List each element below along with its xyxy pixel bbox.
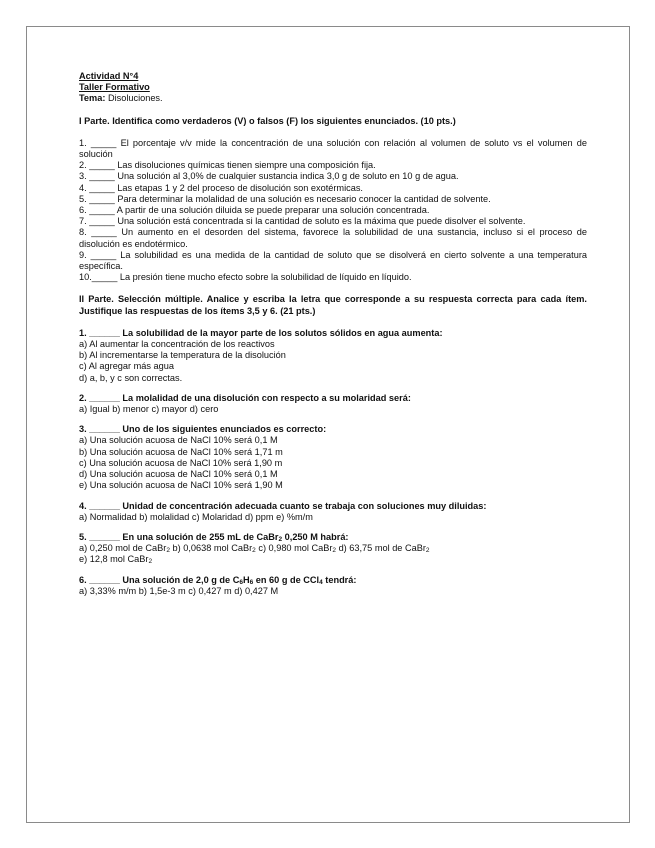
- part1-item-5: 5. _____ Para determinar la molalidad de una solución es necesario conocer la cantidad de solvente.: [79, 193, 491, 204]
- subscript: 2: [252, 547, 256, 555]
- question-1-option-a: a) Al aumentar la concentración de los reactivos: [79, 339, 275, 350]
- activity-title: Actividad N°4: [79, 71, 139, 81]
- question-3-title: 3. ______ Uno de los siguientes enunciados es correcto:: [79, 424, 327, 435]
- part1-item-8: 8. _____ Un aumento en el desorden del sistema, favorece la solubilidad de una sustancia, incluso si el proceso de disolución es endotérmico.: [79, 227, 587, 249]
- question-1-option-b: b) Al incrementarse la temperatura de la disolución: [79, 350, 286, 361]
- question-3-option-b: b) Una solución acuosa de NaCl 10% será 1,71 m: [79, 446, 283, 457]
- subscript: 6: [249, 578, 254, 586]
- part1-item-6: 6. _____ A partir de una solución diluida se puede preparar una solución concentrada.: [79, 205, 430, 216]
- part1-item-7: 7. _____ Una solución está concentrada si la cantidad de soluto es la máxima que puede disolver el solvente.: [79, 216, 526, 227]
- topic-line: [79, 93, 587, 104]
- part1-item-2: 2. _____ Las disoluciones químicas tienen siempre una composición fija.: [79, 160, 376, 171]
- question-3-option-e: e) Una solución acuosa de NaCl 10% será 1,90 M: [79, 480, 283, 491]
- subscript: 2: [278, 535, 283, 543]
- question-2-options: a) Igual b) menor c) mayor d) cero: [79, 404, 219, 415]
- topic-label: Tema:: [79, 93, 106, 104]
- question-6-title-end: tendrá:: [322, 574, 357, 585]
- document-content: [79, 71, 587, 597]
- part1-item-9: 9. _____ La solubilidad es una medida de la cantidad de soluto que se disolverá en cierto solvente a una temperatura específica.: [79, 249, 587, 272]
- question-5-options-line-2: [79, 554, 587, 565]
- question-3-option-a: a) Una solución acuosa de NaCl 10% será 0,1 M: [79, 435, 278, 446]
- question-5-options-line-1: [79, 543, 587, 554]
- question-5-option-d: d) 63,75 mol de CaBr: [336, 543, 426, 554]
- question-5-title-text: 5. ______ En una solución de 255 mL de CaBr: [79, 531, 279, 542]
- subscript: 2: [148, 558, 153, 566]
- subscript: 2: [332, 547, 337, 555]
- question-6-title-text: 6. ______ Una solución de 2,0 g de C: [79, 574, 240, 585]
- question-4-title: 4. ______ Unidad de concentración adecuada cuanto se trabaja con soluciones muy diluidas:: [79, 500, 487, 511]
- part1-item-3: 3. _____ Una solución al 3,0% de cualquier sustancia indica 3,0 g de soluto en 10 g de agua.: [79, 171, 459, 182]
- part1-item-10: 10._____ La presión tiene mucho efecto sobre la solubilidad de líquido en líquido.: [79, 272, 412, 283]
- workshop-title: Taller Formativo: [79, 82, 150, 93]
- question-5-option-c: c) 0,980 mol CaBr: [255, 543, 333, 554]
- question-2-title: 2. ______ La molalidad de una disolución con respecto a su molaridad será:: [79, 392, 411, 403]
- document-page: [26, 26, 630, 823]
- question-3-option-d: d) Una solución acuosa de NaCl 10% será 0,1 M: [79, 469, 278, 480]
- subscript: 6: [239, 578, 243, 586]
- question-5-option-e: e) 12,8 mol CaBr: [79, 554, 149, 565]
- question-5-option-b: b) 0,0638 mol CaBr: [169, 543, 253, 554]
- question-6-title-mid: en 60 g de CCl: [253, 574, 320, 585]
- part1-item-4: 4. _____ Las etapas 1 y 2 del proceso de disolución son exotérmicas.: [79, 182, 363, 193]
- question-6-options: a) 3,33% m/m b) 1,5e-3 m c) 0,427 m d) 0,427 M: [79, 585, 279, 596]
- question-3-option-c: c) Una solución acuosa de NaCl 10% será 1,90 m: [79, 457, 283, 468]
- subscript: 4: [319, 578, 323, 586]
- part1-title: I Parte. Identifica como verdaderos (V) o falsos (F) los siguientes enunciados. (10 pts.): [79, 115, 456, 126]
- question-1-option-d: d) a, b, y c son correctas.: [79, 372, 183, 383]
- subscript: 2: [166, 547, 170, 555]
- part2-title: II Parte. Selección múltiple. Analice y escriba la letra que corresponde a su respuesta correcta para cada ítem. Justifique las respuestas de los ítems 3,5 y 6. (21 pts.): [79, 294, 587, 316]
- question-6-title: [79, 575, 587, 586]
- question-5-option-a: a) 0,250 mol de CaBr: [79, 543, 167, 554]
- part1-item-1: 1. _____ El porcentaje v/v mide la concentración de una solución con relación al volumen de soluto vs el volumen de solución: [79, 137, 587, 160]
- question-4-options: a) Normalidad b) molalidad c) Molaridad d) ppm e) %m/m: [79, 511, 313, 522]
- question-1-option-c: c) Al agregar más agua: [79, 361, 174, 372]
- question-6-title-h: H: [242, 574, 250, 585]
- question-5-title: [79, 532, 587, 543]
- question-5-title-end: 0,250 M habrá:: [282, 531, 349, 542]
- question-1-title: 1. ______ La solubilidad de la mayor parte de los solutos sólidos en agua aumenta:: [79, 327, 443, 338]
- subscript: 2: [425, 547, 430, 555]
- topic-value: Disoluciones.: [105, 93, 163, 104]
